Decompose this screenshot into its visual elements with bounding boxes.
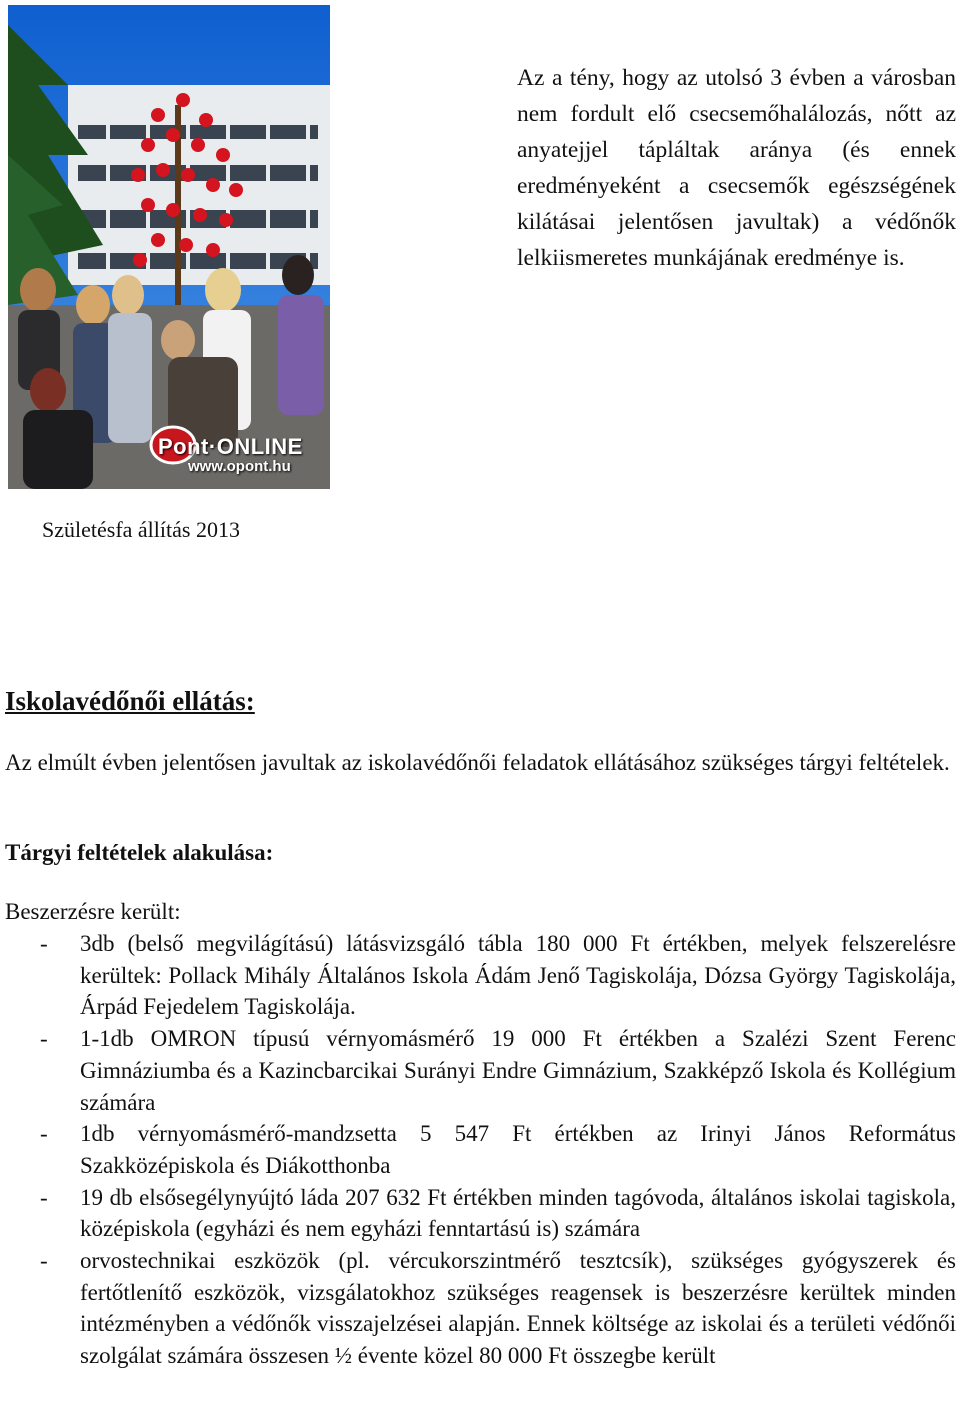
list-item-text: 19 db elsősegélynyújtó láda 207 632 Ft értékben minden tagóvoda, általános iskolai tagiskola, középiskola (egyházi és nem egyházi fenntartású is) számára [80,1184,956,1242]
list-bullet: - [40,1121,48,1147]
photo-watermark [158,435,323,475]
list-item [0,1118,956,1181]
list-item-text: 1-1db OMRON típusú vérnyomásmérő 19 000 Ft értékben a Szalézi Szent Ferenc Gimnáziumba és a Kazincbarcikai Surányi Endre Gimnázium, Szakképző Iskola és Kollégium számára [80,1026,956,1115]
list-bullet: - [40,1184,48,1210]
photo-illustration [8,5,330,489]
list-item [0,1182,956,1245]
list-item [0,928,956,1023]
section-paragraph: Az elmúlt évben jelentősen javultak az iskolavédőnői feladatok ellátásához szükséges tárgyi feltételek. [5,750,950,775]
section-heading: Iskolavédőnői ellátás: [5,686,255,716]
list-item-text: 1db vérnyomásmérő-mandzsetta 5 547 Ft értékben az Irinyi János Református Szakközépiskola és Diákotthonba [80,1121,956,1178]
watermark-url: www.opont.hu [188,458,291,475]
list-item-text: orvostechnikai eszközök (pl. vércukorszintmérő tesztcsík), szükséges gyógyszerek és fertőtlenítő eszközök, vizsgálatokhoz szükséges reagensek is beszerzésre kerültek minden intézményben a védőnők visszajelzései alapján. Ennek költsége az iskolai és a területi védőnői szolgálat számára összesen ½ évente közel 80 000 Ft összegbe került [80,1248,956,1369]
intro-paragraph: Az a tény, hogy az utolsó 3 évben a városban nem fordult elő csecsemőhalálozás, nőtt az anyatejjel tápláltak aránya (és ennek eredményeként a csecsemők egészségének kilátásai jelentősen javultak) a védőnők lelkiismeretes munkájának eredménye is. [517,65,956,271]
list-item [0,1245,956,1372]
list-item-text: 3db (belső megvilágítású) látásvizsgáló tábla 180 000 Ft értékben, melyek felszerelésre kerültek: Pollack Mihály Általános Iskola Ádám Jenő Tagiskolája, Dózsa György Tagiskolája, Árpád Fejedelem Tagiskolája. [80,931,956,1020]
list-bullet: - [40,931,48,956]
list-item [0,1023,956,1118]
section-subheading: Tárgyi feltételek alakulása: [5,840,274,865]
watermark-brand: Pont·ONLINE [158,434,303,459]
photo-caption: Születésfa állítás 2013 [42,517,240,542]
photo-birth-tree-2013 [8,5,330,489]
list-intro: Beszerzésre került: [5,899,181,924]
procurement-list [0,928,956,1372]
list-bullet: - [40,1026,48,1052]
list-bullet: - [40,1248,48,1274]
